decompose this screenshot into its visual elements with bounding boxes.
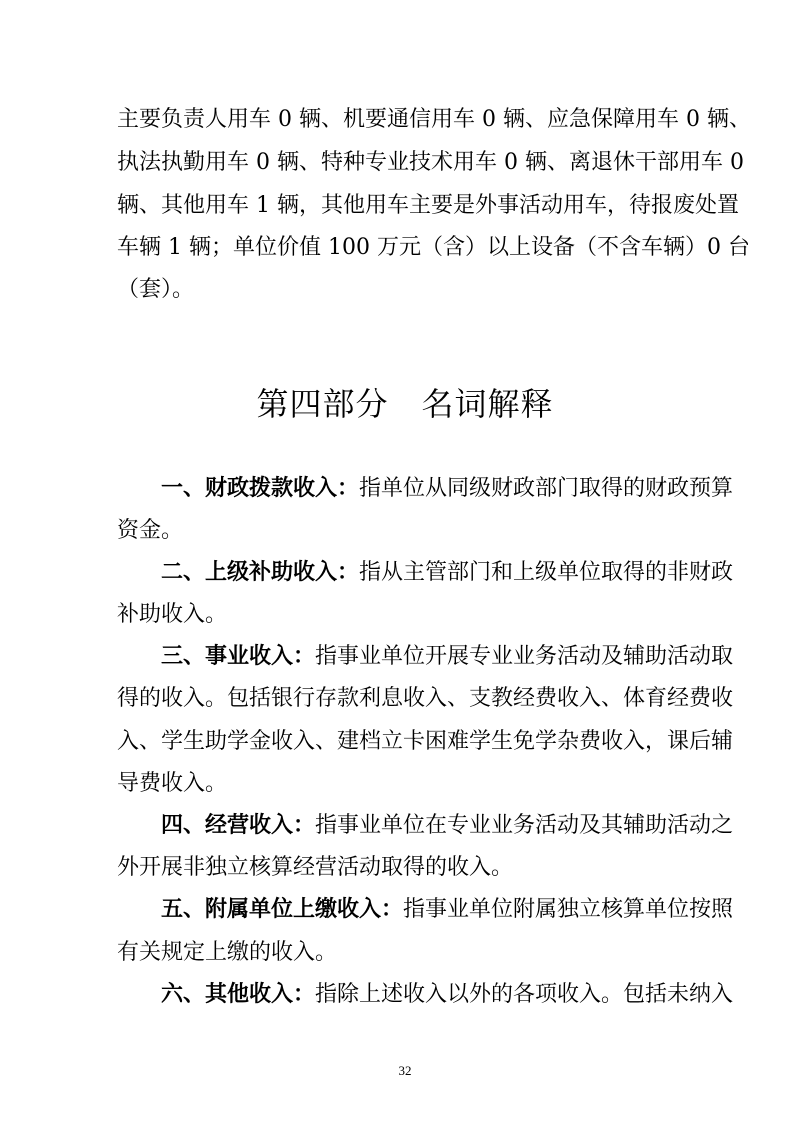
definition-line: 导费收入。 (117, 771, 228, 796)
definition-text: 指除上述收入以外的各项收入。包括未纳入 (315, 982, 734, 1007)
definition-text: 指事业单位在专业业务活动及其辅助活动之 (315, 813, 734, 838)
definition-first-line (161, 558, 734, 588)
definition-line: 有关规定上缴的收入。 (117, 940, 338, 965)
paragraph-line: 辆、其他用车 1 辆，其他用车主要是外事活动用车，待报废处置 (117, 193, 739, 218)
definition-term: 二、上级补助收入： (161, 560, 360, 585)
paragraph-line: 执法执勤用车 0 辆、特种专业技术用车 0 辆、离退休干部用车 0 (117, 150, 744, 175)
definition-first-line (161, 895, 734, 925)
definition-term: 六、其他收入： (161, 982, 316, 1007)
section-heading: 第四部分 名词解释 (256, 385, 554, 423)
paragraph-line: 主要负责人用车 0 辆、机要通信用车 0 辆、应急保障用车 0 辆、 (117, 107, 751, 132)
definition-line: 入、学生助学金收入、建档立卡困难学生免学杂费收入，课后辅 (117, 729, 734, 754)
definition-term: 五、附属单位上缴收入： (161, 897, 404, 922)
definition-first-line (161, 474, 734, 504)
page-number: 32 (398, 1063, 412, 1078)
paragraph-line: （套）。 (117, 277, 195, 302)
definition-line: 得的收入。包括银行存款利息收入、支教经费收入、体育经费收 (117, 686, 734, 711)
definition-line: 补助收入。 (117, 602, 228, 627)
definition-text: 指单位从同级财政部门取得的财政预算 (359, 476, 734, 501)
definition-term: 四、经营收入： (161, 813, 316, 838)
definition-line: 外开展非独立核算经营活动取得的收入。 (117, 855, 514, 880)
definition-text: 指事业单位开展专业业务活动及辅助活动取 (315, 644, 734, 669)
definition-first-line (161, 642, 734, 672)
paragraph-line: 车辆 1 辆；单位价值 100 万元（含）以上设备（不含车辆）0 台 (117, 235, 750, 260)
definition-first-line (161, 980, 734, 1010)
definition-text: 指事业单位附属独立核算单位按照 (403, 897, 734, 922)
definition-term: 三、事业收入： (161, 644, 316, 669)
definition-term: 一、财政拨款收入： (161, 476, 360, 501)
definition-text: 指从主管部门和上级单位取得的非财政 (359, 560, 734, 585)
definition-line: 资金。 (117, 518, 184, 543)
definition-first-line (161, 811, 734, 841)
